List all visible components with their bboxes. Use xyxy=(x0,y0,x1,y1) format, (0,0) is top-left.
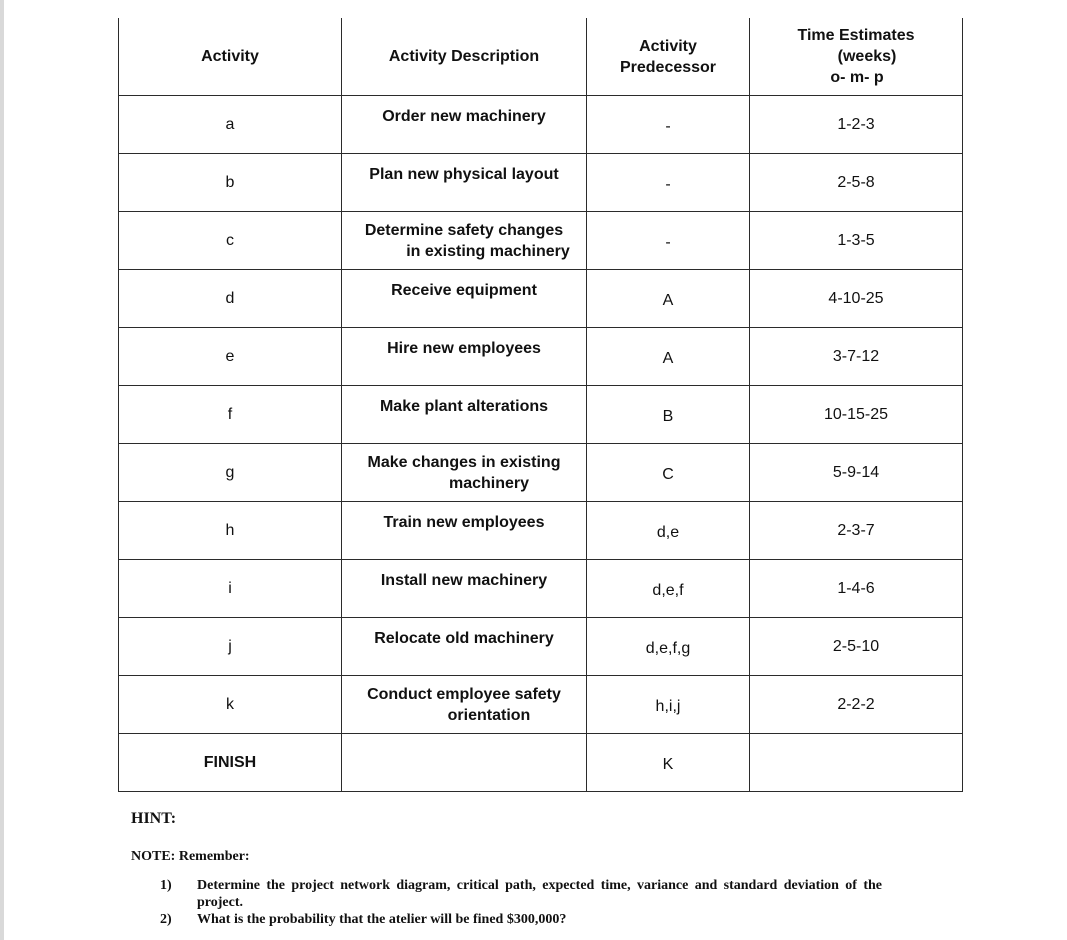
table-header-row xyxy=(119,18,963,96)
activity-cell: g xyxy=(119,444,342,502)
description-line: in existing machinery xyxy=(406,242,570,260)
table-row xyxy=(119,676,963,734)
header-activity: Activity xyxy=(119,18,342,96)
activity-cell: i xyxy=(119,560,342,618)
description-cell xyxy=(342,444,587,502)
predecessor-cell xyxy=(587,270,750,328)
header-predecessor xyxy=(587,18,750,96)
description-line: Determine safety changes xyxy=(364,221,564,239)
description-text xyxy=(342,338,586,359)
predecessor-cell xyxy=(587,96,750,154)
predecessor-cell xyxy=(587,560,750,618)
time-estimate-cell: 5-9-14 xyxy=(750,444,963,502)
predecessor-cell xyxy=(587,386,750,444)
description-text xyxy=(342,164,586,185)
time-estimate-cell xyxy=(750,734,963,792)
description-cell xyxy=(342,676,587,734)
header-time-line3: o- m- p xyxy=(830,69,884,86)
table-body xyxy=(119,96,963,792)
header-predecessor-line2: Predecessor xyxy=(619,58,717,76)
time-estimate-cell: 2-2-2 xyxy=(750,676,963,734)
hint-label: HINT: xyxy=(131,810,177,827)
predecessor-text: d,e,f xyxy=(652,581,684,599)
description-text xyxy=(342,280,586,301)
description-text xyxy=(342,220,586,262)
description-cell xyxy=(342,270,587,328)
description-cell xyxy=(342,734,587,792)
description-line: Make plant alterations xyxy=(379,398,549,415)
description-line: Make changes in existing xyxy=(367,453,561,471)
table-row xyxy=(119,270,963,328)
question-item xyxy=(160,911,882,928)
predecessor-text: h,i,j xyxy=(655,697,681,715)
table-row xyxy=(119,212,963,270)
time-estimate-cell: 2-5-8 xyxy=(750,154,963,212)
description-cell xyxy=(342,212,587,270)
time-estimate-cell: 2-3-7 xyxy=(750,502,963,560)
predecessor-cell xyxy=(587,212,750,270)
description-text xyxy=(342,396,586,417)
question-number: 2) xyxy=(160,912,172,927)
predecessor-cell xyxy=(587,734,750,792)
time-estimate-cell: 4-10-25 xyxy=(750,270,963,328)
question-item xyxy=(160,877,882,911)
header-time-line2: (weeks) xyxy=(837,48,897,65)
description-cell xyxy=(342,96,587,154)
description-line: machinery xyxy=(448,474,530,492)
description-line: Train new employees xyxy=(383,514,545,531)
table-row xyxy=(119,618,963,676)
table-row xyxy=(119,734,963,792)
predecessor-text: C xyxy=(662,465,674,483)
predecessor-cell xyxy=(587,328,750,386)
note-label: NOTE: Remember: xyxy=(131,849,250,864)
predecessor-text: B xyxy=(662,407,674,425)
table-row xyxy=(119,502,963,560)
predecessor-cell xyxy=(587,676,750,734)
activity-cell: h xyxy=(119,502,342,560)
description-text xyxy=(342,106,586,127)
predecessor-text: K xyxy=(662,755,674,773)
activity-cell: e xyxy=(119,328,342,386)
activity-cell: f xyxy=(119,386,342,444)
time-estimate-cell: 2-5-10 xyxy=(750,618,963,676)
description-cell xyxy=(342,618,587,676)
predecessor-cell xyxy=(587,154,750,212)
activity-cell: b xyxy=(119,154,342,212)
time-estimate-cell: 1-3-5 xyxy=(750,212,963,270)
question-number: 1) xyxy=(160,878,172,893)
activity-cell: a xyxy=(119,96,342,154)
description-cell xyxy=(342,560,587,618)
predecessor-text: A xyxy=(662,349,674,367)
description-line: Receive equipment xyxy=(391,282,537,299)
description-line: Conduct employee safety xyxy=(367,685,561,703)
description-cell xyxy=(342,386,587,444)
predecessor-cell xyxy=(587,502,750,560)
predecessor-cell xyxy=(587,618,750,676)
predecessor-text: A xyxy=(662,291,674,309)
description-line: Plan new physical layout xyxy=(369,166,559,183)
activity-cell: j xyxy=(119,618,342,676)
predecessor-text: d,e xyxy=(656,523,680,541)
header-time-line1: Time Estimates xyxy=(797,27,915,44)
description-line: Order new machinery xyxy=(382,108,546,125)
description-text xyxy=(342,684,586,726)
table-row xyxy=(119,560,963,618)
table-row xyxy=(119,328,963,386)
description-line: Relocate old machinery xyxy=(374,630,554,647)
page-left-border xyxy=(0,0,4,940)
activity-table xyxy=(118,18,963,792)
table-row xyxy=(119,444,963,502)
activity-cell: c xyxy=(119,212,342,270)
header-time-estimates xyxy=(750,18,963,96)
predecessor-text: d,e,f,g xyxy=(645,639,691,657)
header-predecessor-line1: Activity xyxy=(639,37,697,55)
description-cell xyxy=(342,502,587,560)
description-line: Hire new employees xyxy=(387,340,541,357)
description-cell xyxy=(342,328,587,386)
activity-cell: k xyxy=(119,676,342,734)
table-row xyxy=(119,154,963,212)
predecessor-text: - xyxy=(665,175,671,193)
description-cell xyxy=(342,154,587,212)
activity-cell: FINISH xyxy=(119,734,342,792)
time-estimate-cell: 3-7-12 xyxy=(750,328,963,386)
predecessor-cell xyxy=(587,444,750,502)
table-row xyxy=(119,386,963,444)
predecessor-text: - xyxy=(665,233,671,251)
description-text xyxy=(342,512,586,533)
activity-cell: d xyxy=(119,270,342,328)
time-estimate-cell: 10-15-25 xyxy=(750,386,963,444)
question-text: Determine the project network diagram, critical path, expected time, variance and standard deviation of the project. xyxy=(197,878,882,910)
description-line: Install new machinery xyxy=(380,572,548,589)
description-text xyxy=(342,628,586,649)
description-text xyxy=(342,570,586,591)
question-list xyxy=(160,877,882,928)
description-text xyxy=(342,452,586,494)
question-text: What is the probability that the atelier will be fined $300,000? xyxy=(197,912,567,927)
time-estimate-cell: 1-2-3 xyxy=(750,96,963,154)
header-description: Activity Description xyxy=(342,18,587,96)
time-estimate-cell: 1-4-6 xyxy=(750,560,963,618)
predecessor-text: - xyxy=(665,117,671,135)
description-line: orientation xyxy=(447,706,531,724)
table-row xyxy=(119,96,963,154)
